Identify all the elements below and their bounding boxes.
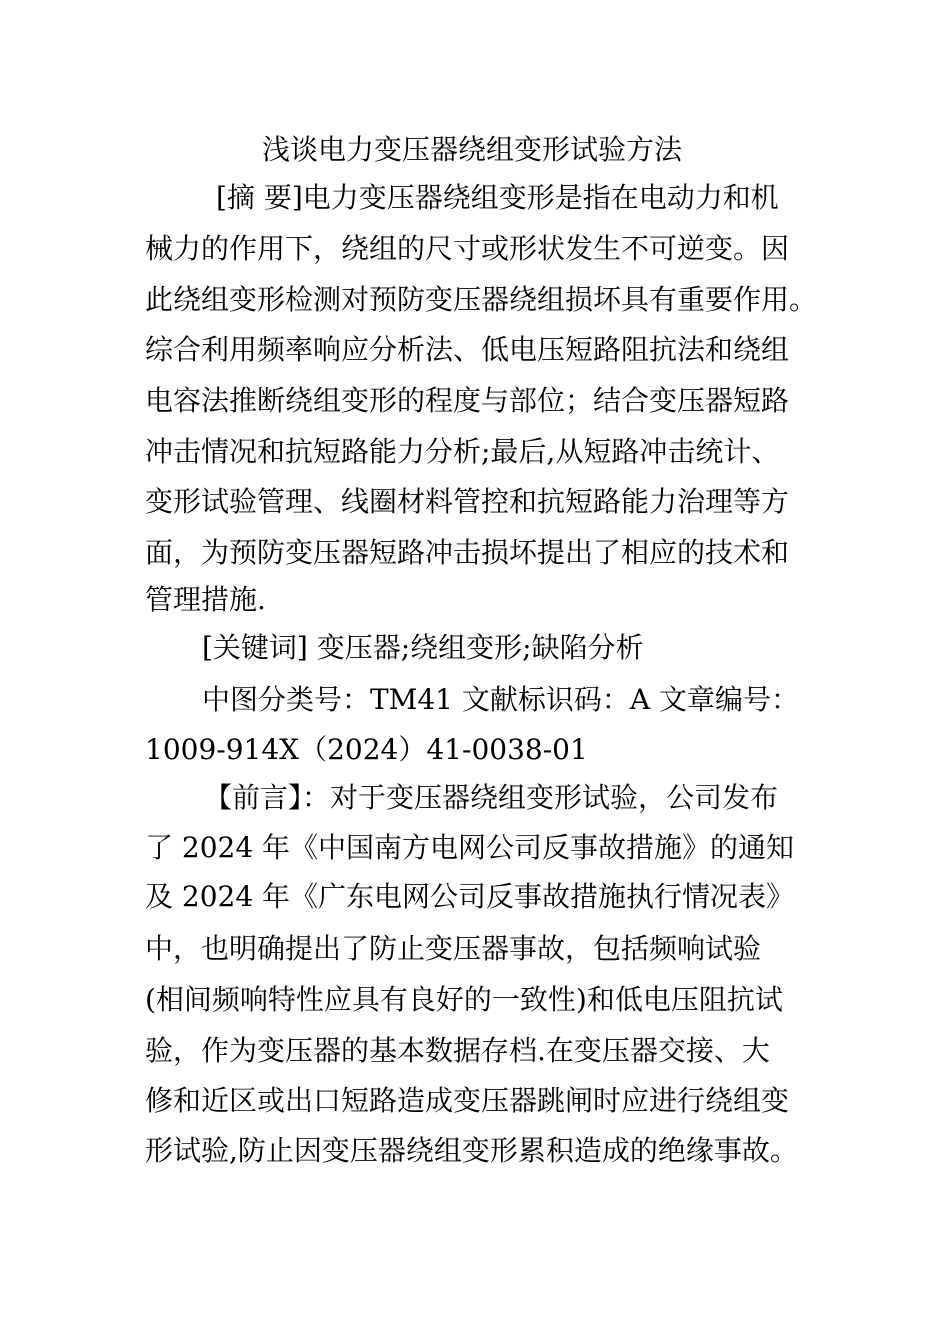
preface-line: 验，作为变压器的基本数据存档.在变压器交接、大 <box>145 1034 770 1067</box>
abstract-line: 管理措施. <box>145 583 266 616</box>
abstract-line: [摘 要]电力变压器绕组变形是指在电动力和机 <box>216 181 779 214</box>
classification-line: 1009-914X（2024）41-0038-01 <box>145 733 588 766</box>
classification-line: 中图分类号：TM41 文献标识码：A 文章编号： <box>202 683 799 716</box>
keywords-line: [关键词] 变压器;绕组变形;缺陷分析 <box>202 631 644 664</box>
preface-line: 中，也明确提出了防止变压器事故，包括频响试验 <box>145 932 762 965</box>
preface-line: 了 2024 年《中国南方电网公司反事故措施》的通知 <box>145 831 795 864</box>
abstract-line: 综合利用频率响应分析法、低电压短路阻抗法和绕组 <box>145 333 790 366</box>
abstract-line: 此绕组变形检测对预防变压器绕组损坏具有重要作用。 <box>145 283 818 316</box>
abstract-line: 变形试验管理、线圈材料管控和抗短路能力治理等方 <box>145 485 790 518</box>
preface-line: 形试验,防止因变压器绕组变形累积造成的绝缘事故。 <box>145 1134 798 1167</box>
abstract-line: 械力的作用下，绕组的尺寸或形状发生不可逆变。因 <box>145 232 790 265</box>
preface-line: 修和近区或出口短路造成变压器跳闸时应进行绕组变 <box>145 1084 790 1117</box>
preface-line: 及 2024 年《广东电网公司反事故措施执行情况表》 <box>145 880 795 913</box>
preface-line: (相间频响特性应具有良好的一致性)和低电压阻抗试 <box>145 983 783 1016</box>
abstract-line: 冲击情况和抗短路能力分析;最后,从短路冲击统计、 <box>145 435 780 468</box>
document-title: 浅谈电力变压器绕组变形试验方法 <box>262 133 683 166</box>
abstract-line: 电容法推断绕组变形的程度与部位；结合变压器短路 <box>145 384 790 417</box>
preface-line: 【前言】：对于变压器绕组变形试验，公司发布 <box>204 781 779 814</box>
abstract-line: 面，为预防变压器短路冲击损坏提出了相应的技术和 <box>145 536 790 569</box>
